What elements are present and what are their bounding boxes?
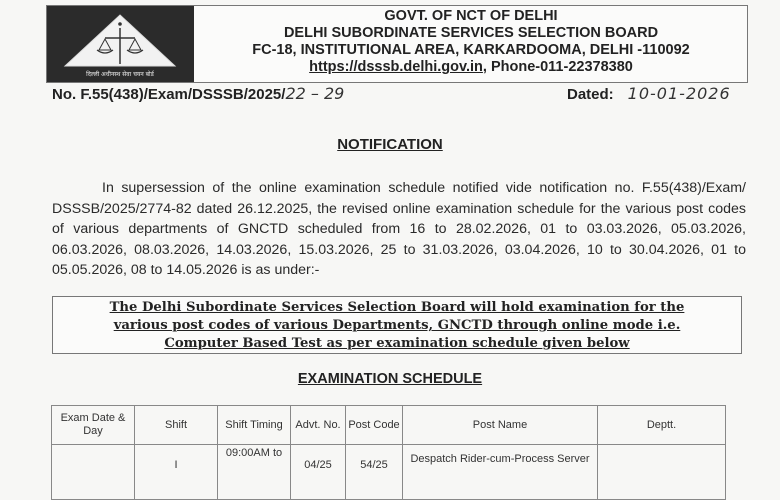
cell-shift-timing: 09:00AM to: [218, 445, 291, 500]
contact-line: [197, 59, 745, 76]
cell-advt-no: 04/25: [291, 445, 346, 500]
website-link[interactable]: https://dsssb.delhi.gov.in: [309, 59, 483, 75]
reference-number-handwritten: 22 – 29: [285, 84, 345, 103]
header-advt-no: Advt. No.: [291, 406, 346, 445]
cell-post-code: 54/25: [346, 445, 403, 500]
reference-number: [52, 84, 344, 103]
dated-handwritten: 10-01-2026: [627, 84, 731, 103]
cell-exam-date: [52, 445, 135, 500]
notice-line-1: The Delhi Subordinate Services Selection Board will hold examination for the: [109, 300, 685, 315]
dated: [567, 84, 731, 103]
dsssb-logo: [47, 6, 194, 82]
board-address: FC-18, INSTITUTIONAL AREA, KARKARDOOMA, DELHI -110092: [252, 42, 690, 58]
svg-text:दिल्ली अधीनस्थ सेवा चयन बोर्ड: दिल्ली अधीनस्थ सेवा चयन बोर्ड: [86, 71, 154, 78]
letterhead-text: [197, 8, 745, 76]
notification-title: NOTIFICATION: [337, 136, 443, 153]
phone-number: , Phone-011-22378380: [482, 59, 633, 75]
dated-label: Dated:: [567, 86, 614, 103]
table-row: [52, 445, 726, 500]
body-paragraph-text: In supersession of the online examination schedule notified vide notification no. F.55(438)/Exam/ DSSSB/2025/2774-82 dated 26.12.2025, the revised online examination schedule for the various post codes of various departments of GNCTD scheduled from 16 to 28.02.2026, 01 to 03.03.2026, 05.03.2026, 06.03.2026, 08.03.2026, 14.03.2026, 15.03.2026, 25 to 31.03.2026, 03.04.2026, 10 to 30.04.2026, 01 to 05.05.2026, 08 to 14.05.2026 is as under:-: [52, 180, 746, 278]
notice-box: [52, 296, 742, 354]
body-paragraph: [52, 178, 746, 281]
table-header-row: [52, 406, 726, 445]
schedule-table: [51, 405, 726, 500]
board-name: DELHI SUBORDINATE SERVICES SELECTION BOARD: [283, 25, 659, 41]
cell-post-name: Despatch Rider-cum-Process Server: [403, 445, 598, 500]
notice-line-3: Computer Based Test as per examination schedule given below: [164, 336, 630, 351]
header-exam-date: Exam Date & Day: [52, 406, 135, 445]
header-shift-timing: Shift Timing: [218, 406, 291, 445]
cell-shift: I: [135, 445, 218, 500]
cell-deptt: [598, 445, 726, 500]
header-shift: Shift: [135, 406, 218, 445]
header-deptt: Deptt.: [598, 406, 726, 445]
letterhead: [46, 5, 748, 83]
reference-number-prefix: No. F.55(438)/Exam/DSSSB/2025/: [52, 86, 286, 103]
govt-line: GOVT. OF NCT OF DELHI: [384, 8, 558, 24]
header-post-name: Post Name: [403, 406, 598, 445]
notice-line-2: various post codes of various Departments, GNCTD through online mode i.e.: [113, 318, 681, 333]
header-post-code: Post Code: [346, 406, 403, 445]
schedule-title: EXAMINATION SCHEDULE: [297, 371, 483, 387]
